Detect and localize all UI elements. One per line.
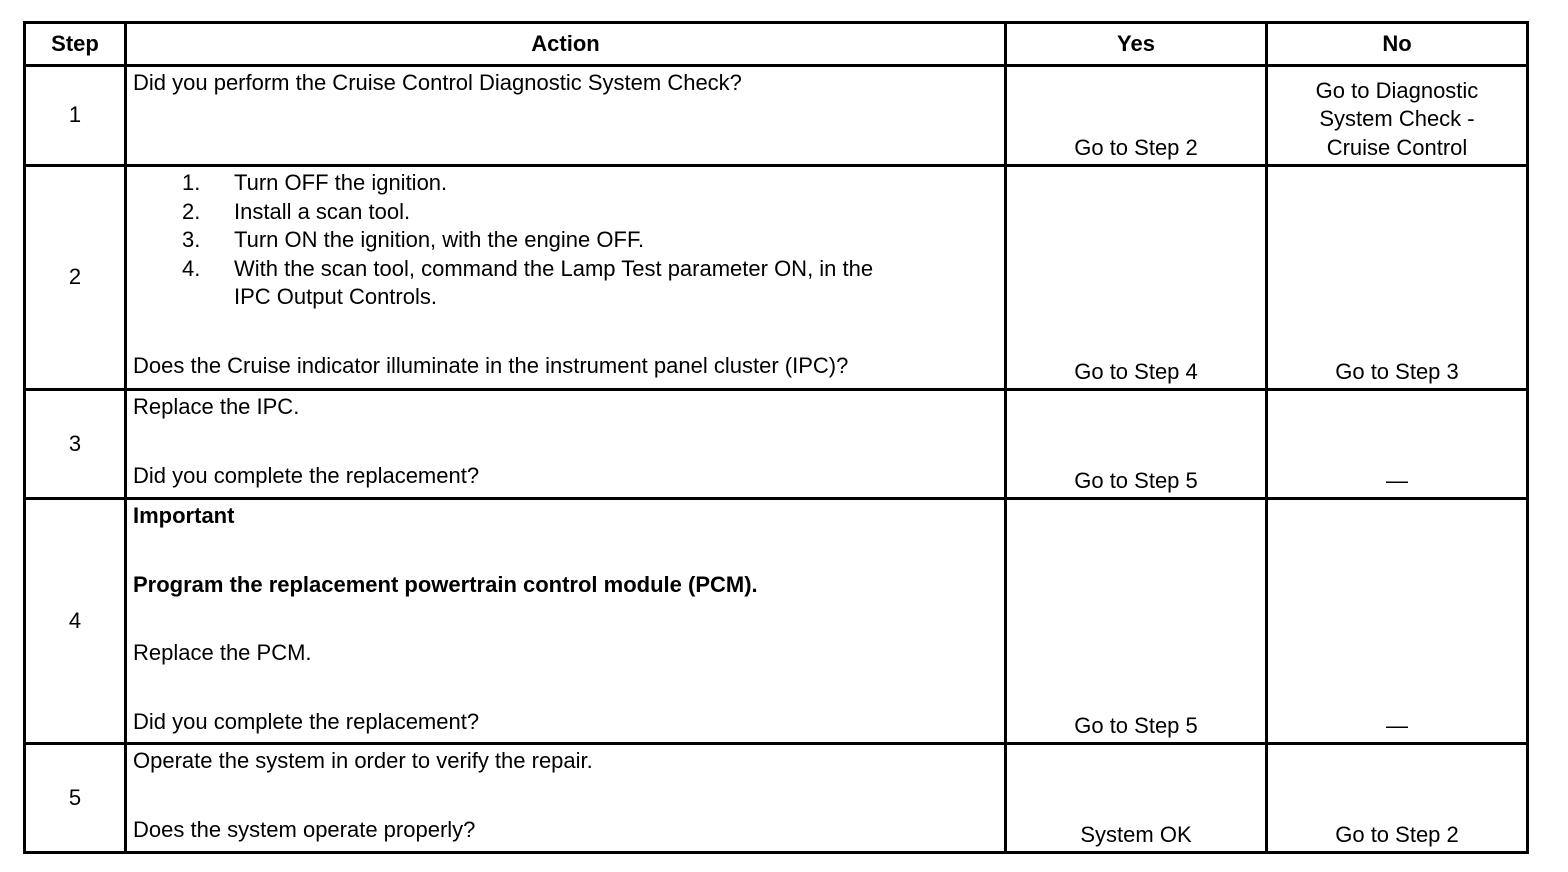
yes-cell: Go to Step 5: [1006, 390, 1267, 499]
list-text: Turn OFF the ignition.: [234, 170, 448, 195]
spacer: [133, 422, 1000, 462]
spacer: [133, 668, 1000, 708]
header-step: Step: [25, 23, 126, 66]
step-number: 4: [25, 499, 126, 744]
list-text: With the scan tool, command the Lamp Test parameter ON, in the: [234, 255, 874, 281]
table-row: [25, 499, 1528, 744]
no-line: System Check -: [1319, 106, 1475, 131]
header-row: [25, 23, 1528, 66]
action-text: Replace the PCM.: [133, 640, 312, 665]
list-item: [133, 198, 1000, 227]
no-line: Cruise Control: [1326, 134, 1468, 160]
header-action: Action: [126, 23, 1006, 66]
list-item: [133, 169, 1000, 198]
table-row: [25, 66, 1528, 166]
list-number: 1.: [182, 170, 201, 195]
step-number: 3: [25, 390, 126, 499]
no-cell: —: [1267, 390, 1528, 499]
list-text: Install a scan tool.: [234, 198, 411, 224]
question-text: Does the Cruise indicator illuminate in the instrument panel cluster (IPC)?: [133, 352, 849, 378]
yes-cell: Go to Step 4: [1006, 166, 1267, 390]
step-number: 2: [25, 166, 126, 390]
table-row: [25, 166, 1528, 390]
header-no: No: [1267, 23, 1528, 66]
question-text: Does the system operate properly?: [133, 816, 476, 842]
yes-cell: Go to Step 5: [1006, 499, 1267, 744]
no-cell: [1267, 66, 1528, 166]
list-number: 3.: [182, 227, 201, 252]
no-line: Go to Diagnostic: [1315, 77, 1479, 103]
action-cell: [126, 744, 1006, 853]
important-label: Important: [133, 503, 235, 528]
question-text: Did you perform the Cruise Control Diagnostic System Check?: [133, 70, 742, 95]
list-number: 2.: [182, 198, 201, 224]
list-item: [133, 255, 1000, 312]
action-cell: [126, 166, 1006, 390]
yes-cell: System OK: [1006, 744, 1267, 853]
step-number: 1: [25, 66, 126, 166]
spacer: [133, 312, 1000, 352]
no-cell: Go to Step 2: [1267, 744, 1528, 853]
action-cell: [126, 390, 1006, 499]
list-item: [133, 226, 1000, 255]
yes-cell: Go to Step 2: [1006, 66, 1267, 166]
action-text: Replace the IPC.: [133, 394, 300, 419]
action-cell: [126, 499, 1006, 744]
diagnostic-table: [23, 21, 1529, 854]
list-number: 4.: [182, 255, 201, 281]
spacer: [133, 599, 1000, 639]
no-cell: —: [1267, 499, 1528, 744]
action-text: Operate the system in order to verify the repair.: [133, 748, 593, 773]
table-row: [25, 744, 1528, 853]
step-number: 5: [25, 744, 126, 853]
spacer: [133, 776, 1000, 816]
important-note: Program the replacement powertrain control module (PCM).: [133, 571, 758, 597]
action-cell: [126, 66, 1006, 166]
list-text: IPC Output Controls.: [234, 284, 437, 309]
instruction-list: [133, 169, 1000, 312]
question-text: Did you complete the replacement?: [133, 462, 480, 488]
header-yes: Yes: [1006, 23, 1267, 66]
question-text: Did you complete the replacement?: [133, 708, 480, 734]
list-text: Turn ON the ignition, with the engine OFF.: [234, 227, 645, 252]
no-cell: Go to Step 3: [1267, 166, 1528, 390]
spacer: [133, 531, 1000, 571]
table-row: [25, 390, 1528, 499]
